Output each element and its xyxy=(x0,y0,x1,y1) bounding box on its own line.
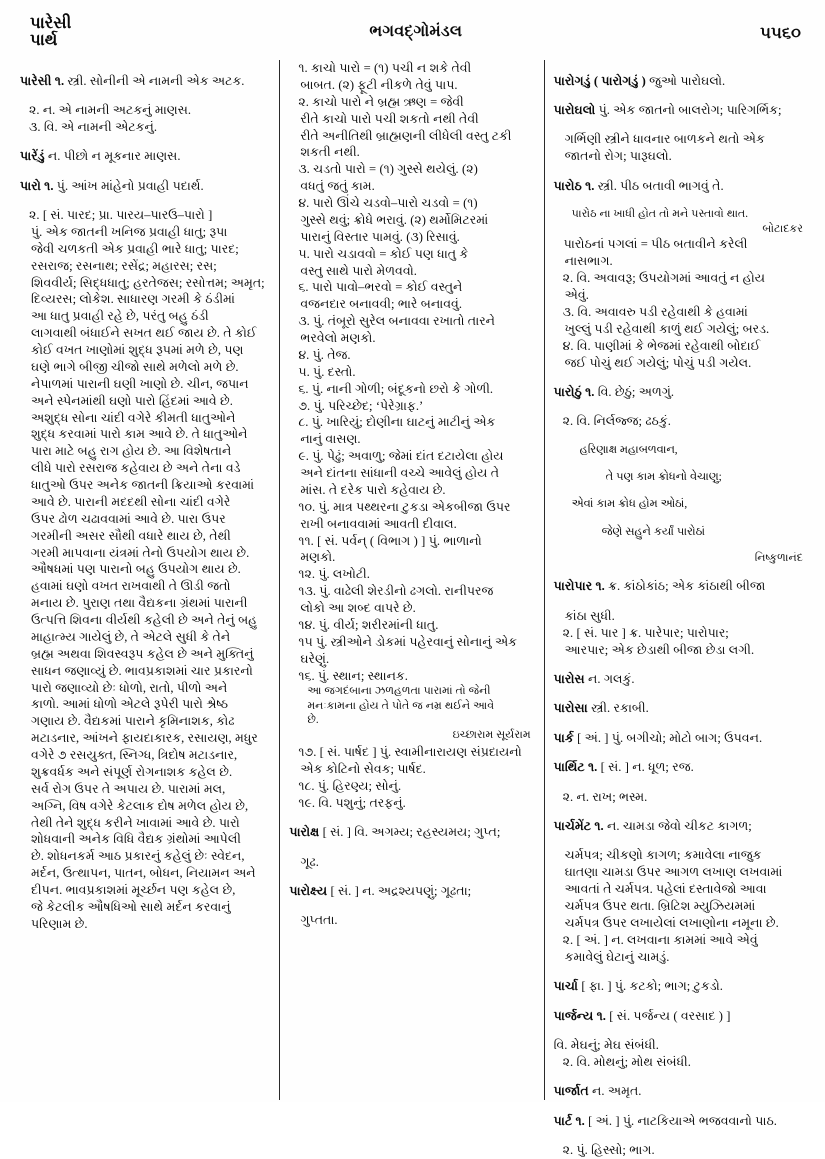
entry-line: આ ધાતુ પ્રવાહી રહે છે, પરંતુ બહુ ઠંડી xyxy=(31,309,209,324)
entry-line: ૧૮. પું. હિરણ્ય; સોનું. xyxy=(298,778,402,793)
dictionary-entry xyxy=(554,978,807,995)
running-head xyxy=(16,14,809,60)
entry-line: ગૂઢ. xyxy=(300,854,319,869)
entry-line: જાતનો રોગ; પારૂઘલો. xyxy=(564,149,672,164)
dictionary-entry xyxy=(20,178,270,933)
verse-line: હરિણાક્ષ મહાબળવાન, xyxy=(579,443,678,456)
citation-quote xyxy=(554,207,807,236)
entry-line: ૨. કાચો પારો ને બ્રહ્મ ઋણ = જેવી xyxy=(298,94,464,109)
entry-line: પાર્ટ ૧. [ અં. ] પું. નાટકિયાએ ભજવવાનો પાઠ. xyxy=(553,1113,777,1128)
entry-line: ૧૬. પું. સ્થાન; સ્થાનક. xyxy=(298,668,408,683)
entry-line: પારોઠ ૧. સ્ત્રી. પીઠ બતાવી ભાગવું તે. xyxy=(553,178,724,193)
entry-line: અને દાંતના સાંધાની વચ્ચે આવેલું હોય તે xyxy=(300,466,500,480)
entry-line: રીતે અનીતિથી બ્રાહ્મણની લીધેલી વસ્તુ ટકી xyxy=(300,128,512,143)
dictionary-entry xyxy=(554,178,807,372)
entry-line: ૧૧. [ સં. પર્વન્ ( વિભાગ ) ] પું. ભાળાનો xyxy=(298,533,482,548)
entry-line: શોધવાની અનેક વિધિ વૈદ્યક ગ્રંથોમાં આપેલી xyxy=(31,832,241,847)
entry-line: પાર્ચમેંટ ૧. ન. ચામડા જેવો ચીકટ કાગળ; xyxy=(553,819,752,834)
entry-line: વધતું જતું કામ. xyxy=(300,179,375,194)
dictionary-entry xyxy=(554,1083,807,1100)
entry-line: ૫. પારો ચડાવવો = કોઈ પણ ધાતુ કે xyxy=(298,246,469,261)
entry-line: ૨. [ સં. પારદ; પ્રા. પારય–પારઉ–પારો ] xyxy=(29,208,213,223)
entry-line: આરપાર; એક છેડાથી બીજા છેડા લગી. xyxy=(564,642,755,657)
entry-line: ઘાતણા ચામડા ઉપર આગળ લખાણ લખવામાં xyxy=(564,865,783,880)
dictionary-title: ભગવદ્ગોમંડલ xyxy=(369,23,463,40)
quote-line: છે. xyxy=(307,714,319,727)
dictionary-entry xyxy=(554,102,807,165)
entry-line: એવું. xyxy=(564,288,589,303)
dictionary-entry xyxy=(554,73,807,90)
column-container xyxy=(16,60,809,1158)
entry-line: ૧૯. વિ. પશુનું; તરફનું. xyxy=(298,795,406,810)
entry-line: એક કોટિનો સેવક; પાર્ષદ. xyxy=(300,761,426,776)
entry-line: બાબત. (૨) ફૂટી નીકળે તેવું પાપ. xyxy=(300,77,458,92)
entry-line: નાનું વાસણ. xyxy=(300,432,361,447)
entry-line: શિવવીર્ય; સિદ્ધધાતુ; હરતેજસ; રસોત્તમ; અમૃત; xyxy=(31,275,265,290)
dictionary-entry xyxy=(289,744,534,812)
entry-line: ૨. ન. રાખ; ભસ્મ. xyxy=(562,789,648,804)
quote-line: મનઃકામના હોય તે પોતે જ નમ્ર થઈને આવે xyxy=(307,699,495,712)
entry-line: પારોપાર ૧. ક્ર. કાંઠોકાંઠ; એક કાંઠાથી બીજા xyxy=(553,579,766,594)
phrase-line: પારોઠનાં પગલાં = પીઠ બતાવીને કરેલી xyxy=(563,237,748,252)
quote-attribution: ઇચ્છારામ સૂર્યરામ xyxy=(452,728,531,741)
entry-line: તેથી તેને શુદ્ધ કરીને ખાવામાં આવે છે. પારો xyxy=(31,815,240,830)
entry-line: ૨. વિ. મોથનું; મોથ સંબંધી. xyxy=(562,1054,691,1069)
entry-line: કાંઠા સુધી. xyxy=(564,608,615,623)
verse-block xyxy=(554,442,807,540)
dictionary-entry xyxy=(554,1008,807,1071)
entry-line: અને સ્પેનમાંથી ઘણો પારો હિંદમાં આવે છે. xyxy=(31,393,233,408)
running-head-left-bottom: પાર્થ xyxy=(30,30,58,50)
dictionary-entry xyxy=(289,824,534,870)
page-number: ૫૫૬૦ xyxy=(760,23,801,42)
dictionary-entry xyxy=(20,73,270,136)
entry-line: આવે છે. પારાની મદદથી સોના ચાંદી વગેરે xyxy=(31,494,231,509)
entry-line: ઔષધમાં પણ પારાનો બહુ ઉપયોગ થાય છે. xyxy=(31,562,241,577)
entry-line: રાખી બનાવવામાં આવતી દીવાલ. xyxy=(300,516,457,531)
entry-line: ૧. કાચો પારો = (૧) પચી ન શકે તેવી xyxy=(298,61,472,75)
column-3 xyxy=(545,60,809,1158)
entry-line: ગુસ્સે થવું; ક્રોધે ભરાવું. (૨) થર્મોમિટરમાં xyxy=(300,212,489,227)
entry-line: પરિણામ છે. xyxy=(31,916,88,931)
entry-line: રીતે કાચો પારો પચી શકતો નથી તેવી xyxy=(300,111,479,126)
entry-line: દિવ્યરસ; લોકેશ. સાધારણ ગરમી કે ઠંડીમાં xyxy=(31,292,235,307)
entry-line: ૮. પું. ખારિયું; દોણીના ઘાટનું માટીનું એક xyxy=(298,415,496,430)
entry-line: માંસ. તે દરેક પારો કહેવાય છે. xyxy=(300,482,446,497)
entry-line: આવતાં તે ચર્મપત્ર. પહેલાં દસ્તાવેજો આવા xyxy=(564,882,767,897)
entry-line: પાર્થિટ ૧. [ સં. ] ન. ધૂળ; રજ. xyxy=(553,760,694,775)
entry-line: પારો જણાવ્યો છેઃ ધોળો, રાતો, પીળો અને xyxy=(31,680,228,695)
entry-line: જે કેટલીક ઔષધિઓ સાથે મર્દન કરવાનું xyxy=(31,899,231,914)
entry-line: અગ્નિ, વિષ વગેરે કેટલાક દોષ મળેલ હોય છે, xyxy=(31,798,249,813)
entry-line: ૨. [ સં. પાર ] ક્ર. પારેપાર; પારોપાર; xyxy=(562,625,729,640)
entry-line: ૬. પું. નાની ગોળી; બંદૂકનો છરો કે ગોળી. xyxy=(298,381,494,396)
entry-line: ગરમીની અસર સૌથી વધારે થાય છે, તેથી xyxy=(31,528,231,543)
entry-line: લીધે પારો રસરાજ કહેવાય છે અને તેના વડે xyxy=(31,461,241,476)
entry-line: ૬. પારો પાવો–ભરવો = કોઈ વસ્તુને xyxy=(298,280,463,295)
dictionary-entry xyxy=(554,578,807,658)
dictionary-entry xyxy=(554,759,807,805)
entry-line: ૩. વિ. અવાવરુ પડી રહેવાથી કે હવામાં xyxy=(562,304,748,319)
entry-line: ઘરેણું. xyxy=(300,651,330,666)
entry-line: ૧૨. પું. લખોટી. xyxy=(298,567,370,582)
dictionary-entry xyxy=(289,883,534,929)
entry-line: ચર્મપત્ર ઉપર લખાયેલાં લખાણોના નમૂના છે. xyxy=(564,915,779,930)
entry-line: શુદ્ધ કરવામાં પારો કામ આવે છે. તે ધાતુઓને xyxy=(31,427,248,442)
entry-line: સર્વ રોગ ઉપર તે અપાય છે. પારામાં મલ, xyxy=(31,781,226,796)
entry-line: પારોઠું ૧. વિ. છેઠું; અળગું. xyxy=(553,384,675,399)
entry-line: પારોસ ન. ગલકું. xyxy=(553,671,635,686)
entry-line: ગુપ્તતા. xyxy=(300,913,338,928)
entry-line: પારોગડું ( પારોગડું ) જુઓ પારોઘલો. xyxy=(553,73,726,88)
entry-line: શુક્રવર્ધક અને સંપૂર્ણ રોગનાશક કહેલ છે. xyxy=(31,764,233,779)
dictionary-entry xyxy=(554,1113,807,1159)
dictionary-entry xyxy=(554,671,807,688)
quote-line: આ જગદંબાના ઝળહળતા પારામાં તો જેની xyxy=(307,685,491,698)
entry-line: પું. એક જાતની ખનિજ પ્રવાહી ધાતુ; રૂપા xyxy=(31,224,228,239)
entry-line: ૭. પું. પરિચ્છેદ; ‘પેરેગ્રાફ.’ xyxy=(298,398,424,413)
entry-line: અશુદ્ધ સોના ચાંદી વગેરે કીમતી ધાતુઓને xyxy=(31,410,236,425)
entry-line: પારેસી ૧. સ્ત્રી. સોનીની એ નામની એક અટક. xyxy=(20,73,245,88)
entry-line: પાર્જન્ય ૧. [ સં. પર્જન્ય ( વરસાદ ) ] xyxy=(553,1008,731,1023)
entry-line: વસ્તુ સાથે પારો મેળવવો. xyxy=(300,263,417,278)
dictionary-entry xyxy=(554,730,807,747)
entry-line: કાળો. આમાં ધોળો એટલે રૂપેરી પારો શ્રેષ્ઠ xyxy=(31,697,229,712)
entry-line: પારોક્ષ્ય [ સં. ] ન. અદ્રશ્યપણું; ગૂઢતા; xyxy=(289,883,472,898)
entry-line: સાધન જણાવ્યું છે. ભાવપ્રકાશમાં ચાર પ્રકારનો xyxy=(31,663,253,678)
entry-line: ૯. પું. પેઢું; અવાળુ; જેમાં દાંત દટાયેલા હોય xyxy=(298,449,504,464)
dictionary-entry xyxy=(554,384,807,566)
entry-line: ૪. પું. તેજ. xyxy=(298,347,351,362)
column-2 xyxy=(280,60,544,1100)
dictionary-entry xyxy=(289,60,534,743)
entry-line: વગેરે ૭ રસયુક્ત, સ્નિગ્ધ, ત્રિદોષ મટાડનાર, xyxy=(31,748,238,763)
entry-line: ૧૦. પું. માત્ર પથ્થરના ટુકડા એકબીજા ઉપર xyxy=(298,499,511,514)
entry-line: ૧૩. પું. વાઢેલી શેરડીનો ઢગલો. રાનીપરજ xyxy=(298,584,494,599)
phrase-block xyxy=(554,236,807,270)
verse-line: એવાં કામ ક્રોધ હોમ ઓઠાં, xyxy=(571,498,688,511)
entry-line: ૨. [ અં. ] ન. લખવાના કામમાં આવે એવું xyxy=(562,932,758,947)
entry-line: મનાય છે. પુરાણ તથા વૈદ્યકના ગ્રંથમાં પારાની xyxy=(31,596,248,611)
entry-line: ગર્ભિણી સ્ત્રીને ધાવનાર બાળકને થતો એક xyxy=(564,132,765,147)
dictionary-entry xyxy=(20,148,270,165)
running-head-left xyxy=(30,14,71,49)
column-1 xyxy=(16,60,280,1100)
entry-line: ૨. પું. હિસ્સો; ભાગ. xyxy=(562,1143,655,1158)
entry-line: પારોઘલો પું. એક જાતનો બાલરોગ; પારિગર્ભિક; xyxy=(553,102,782,117)
entry-line: ૧૪. પું. વીર્ય; શરીરમાંની ધાતુ. xyxy=(298,617,439,632)
entry-line: કમાવેલું ઘેટાનું ચામડું. xyxy=(564,949,670,964)
entry-line: પારો ૧. પું. આંખ માંહેનો પ્રવાહી પદાર્થ. xyxy=(20,178,204,193)
verse-line: તે પણ કામ ક્રોધનો વેચાણુ; xyxy=(605,470,722,483)
entry-line: ખુલ્લું પડી રહેવાથી કાળું થઈ ગયેલું; બરડ. xyxy=(564,321,770,336)
entry-line: ૩. પું. તંબૂરો સુરેલ બનાવવા રખાતો તારને xyxy=(298,314,496,329)
entry-line: ગણાય છે. વૈદ્યકમાં પારાને કૃમિનાશક, કોઢ xyxy=(31,714,235,729)
quote-attribution: બોટાદકર xyxy=(762,222,803,235)
entry-line: હવામાં ઘણો વખત રાખવાથી તે ઊડી જતો xyxy=(31,579,231,594)
entry-line: જેવી ચળકતી એક પ્રવાહી ભારે ધાતુ; પારદ; xyxy=(31,241,239,256)
entry-line: ધાતુઓ ઉપર અનેક જાતની ક્રિયાઓ કરવામાં xyxy=(31,478,255,493)
entry-line: ૩. ચડતો પારો = (૧) ગુસ્સે થયેલું. (૨) xyxy=(298,162,478,177)
entry-line: ૨. ન. એ નામની અટકનું માણસ. xyxy=(29,102,192,117)
entry-line: ૩. વિ. એ નામની એટકનું. xyxy=(29,119,157,134)
entry-line: પાર્ક [ અં. ] પું. બગીચો; મોટો બાગ; ઉપવન. xyxy=(553,730,763,745)
entry-line: પારોક્ષ [ સં. ] વિ. અગમ્ય; રહસ્યમય; ગુપ્ત; xyxy=(289,825,501,840)
entry-line: ઉત્પત્તિ શિવના વીર્યથી કહેલી છે અને તેનું બહુ xyxy=(31,613,258,628)
verse-line: જેણે સહુને કર્યાં પારોઠાં xyxy=(601,525,705,538)
entry-line: પાર્જાત ન. અમૃત. xyxy=(553,1084,642,1099)
verse-attribution: નિષ્કુળાનંદ xyxy=(754,551,803,564)
entry-line: ૧૫ પું. સ્ત્રીઓને ડોકમાં પહેરવાનું સોનાનું એક xyxy=(298,634,518,649)
entry-line: પારાનું વિસ્તાર પામવું. (૩) રિસાવું. xyxy=(300,229,460,244)
entry-line: વિ. મેઘનું; મેઘ સંબંધી. xyxy=(553,1037,659,1052)
entry-line: બ્રહ્મ અથવા શિવસ્વરૂપ કહેલ છે અને મુક્તિનું xyxy=(31,646,254,661)
entry-line: શકતી નથી. xyxy=(300,145,360,160)
phrase-line: નાસભાગ. xyxy=(564,254,613,269)
entry-line: મર્દન, ઉત્થાપન, પાતન, બોધન, નિયામન અને xyxy=(31,866,256,881)
entry-line: ગરમી માપવાના યંત્રમાં તેનો ઉપયોગ થાય છે. xyxy=(31,545,250,560)
entry-line: વજનદાર બનાવવી; ભારે બનાવવું. xyxy=(300,297,463,312)
entry-line: લોકો આ શબ્દ વાપરે છે. xyxy=(300,601,416,615)
entry-line: દીપન. ભાવપ્રકાશમાં મૂર્ચ્છન પણ કહેલ છે, xyxy=(31,883,236,898)
entry-line: ૪. વિ. પાણીમાં કે ભેજમાં રહેવાથી બોદાઈ xyxy=(562,338,761,353)
entry-line: પારોસા સ્ત્રી. રકાબી. xyxy=(553,701,649,716)
citation-quote xyxy=(289,684,534,742)
entry-line: ૪. પારો ઊંચે ચડવો–પારો ચડવો = (૧) xyxy=(298,196,478,210)
entry-line: ચર્મપત્ર; ચીકણો કાગળ; કમાવેલા નાજુક xyxy=(564,848,762,863)
entry-line: પારેંડું ન. પીછો ન મૂકનાર માણસ. xyxy=(20,149,181,164)
running-head-left-top: પારેસી xyxy=(30,13,72,32)
entry-line: ૫. પું. દસ્તો. xyxy=(298,364,356,379)
entry-line: ૨. વિ. નિર્લજ્જ; ઢઠકું. xyxy=(562,414,671,429)
dictionary-entry xyxy=(554,818,807,966)
entry-line: ૨. વિ. અવાવરૂ; ઉપયોગમાં આવતું ન હોય xyxy=(562,271,765,286)
entry-line: લાગવાથી બંધાઈને સખત થઈ જાય છે. તે કોઈ xyxy=(31,326,257,341)
entry-line: માહાત્મ્ય ગાયેલું છે, તે એટલે સુધી કે તેને xyxy=(31,629,231,644)
entry-line: નેપાળમાં પારાની ઘણી ખાણો છે. ચીન, જપાન xyxy=(31,376,249,391)
entry-line: ભરવેલો મણકો. xyxy=(300,331,376,345)
entry-line: ચર્મપત્ર ઉપર થતા. બ્રિટિશ મ્યુઝિયમમાં xyxy=(564,899,756,914)
entry-line: ૧૭. [ સં. પાર્ષદ ] પું. સ્વામીનારાયણ સંપ્રદાયનો xyxy=(298,745,522,760)
dictionary-entry xyxy=(554,700,807,717)
entry-line: મણકો. xyxy=(300,550,336,565)
entry-line: કોઈ વખત ખાણોમાં શુદ્ધ રૂપમાં મળે છે, પણ xyxy=(31,343,244,358)
entry-line: રસરાજ; રસનાથ; રસેંદ્ર; મહારસ; રસ; xyxy=(31,258,217,273)
entry-line: મટાડનાર, આંખને ફાયદાકારક, રસાયણ, મધુર xyxy=(31,731,258,746)
entry-line: છે. શોધનકર્મ આઠ પ્રકારનું કહેલું છેઃ સ્વેદન, xyxy=(31,849,245,864)
quote-line: પારોઠ ના ખાધી હોત તો મને પસ્તાવો થાત. xyxy=(571,208,749,221)
entry-line: ઉપર ઢોળ ચઢાવવામાં આવે છે. પારા ઉપર xyxy=(31,511,226,526)
entry-line: પારા માટે બહુ રાગ હોય છે. આ વિશેષતાને xyxy=(31,444,232,459)
entry-line: ઘણે ભાગે બીજી ચીજો સાથે મળેલો મળે છે. xyxy=(31,359,239,374)
entry-line: પાર્ચા [ ફા. ] પું. કટકો; ભાગ; ટુકડો. xyxy=(553,979,723,994)
entry-line: જઈ પોચું થઈ ગયેલું; પોચું પડી ગયેલ. xyxy=(564,355,752,370)
